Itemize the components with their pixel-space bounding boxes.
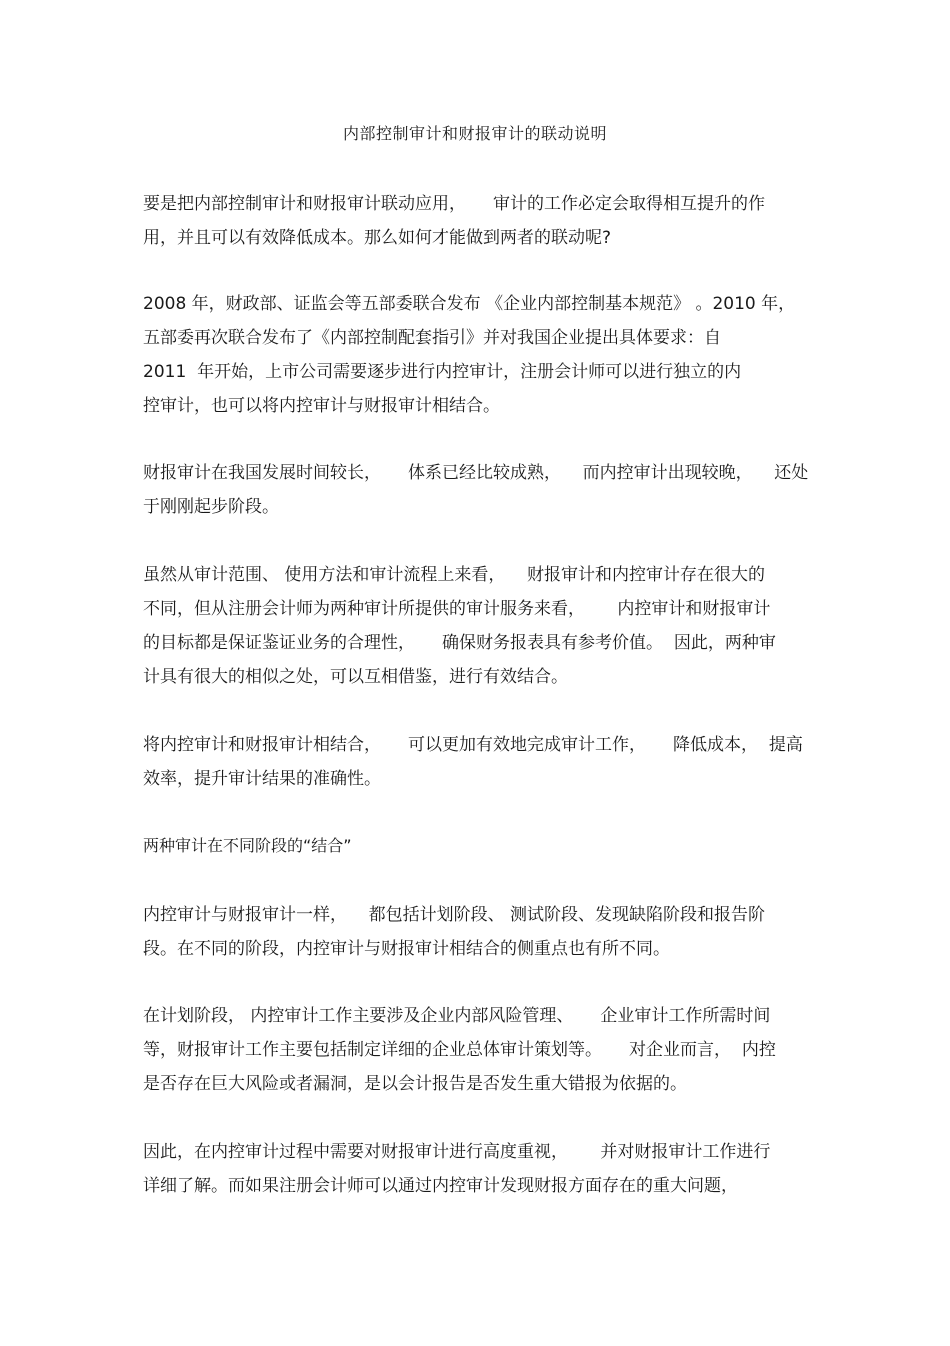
paragraph-4-line-1: 虽然从审计范围、 使用方法和审计流程上来看， 财报审计和内控审计存在很大的	[143, 565, 766, 585]
paragraph-8-line-2: 等，财报审计工作主要包括制定详细的企业总体审计策划等。 对企业而言， 内控	[143, 1040, 776, 1060]
section-heading: 两种审计在不同阶段的“结合”	[143, 836, 352, 855]
paragraph-8-line-1: 在计划阶段， 内控审计工作主要涉及企业内部风险管理、 企业审计工作所需时间	[143, 1006, 771, 1026]
paragraph-4-line-2: 不同，但从注册会计师为两种审计所提供的审计服务来看， 内控审计和财报审计	[143, 599, 771, 619]
document-title: 内部控制审计和财报审计的联动说明	[342, 124, 607, 143]
paragraph-1-line-1: 要是把内部控制审计和财报审计联动应用， 审计的工作必定会取得相互提升的作	[143, 194, 766, 214]
paragraph-2-line-2: 五部委再次联合发布了《内部控制配套指引》并对我国企业提出具体要求：自	[143, 328, 721, 348]
paragraph-3-line-2: 于刚刚起步阶段。	[143, 497, 279, 517]
paragraph-9-line-1: 因此，在内控审计过程中需要对财报审计进行高度重视， 并对财报审计工作进行	[143, 1142, 771, 1162]
paragraph-3-line-1: 财报审计在我国发展时间较长， 体系已经比较成熟， 而内控审计出现较晚， 还处	[143, 463, 809, 483]
paragraph-2-line-1: 2008 年，财政部、证监会等五部委联合发布 《企业内部控制基本规范》 。2010 年，	[143, 294, 796, 314]
paragraph-2-line-4: 控审计，也可以将内控审计与财报审计相结合。	[143, 396, 500, 416]
paragraph-2-line-3: 2011 年开始，上市公司需要逐步进行内控审计，注册会计师可以进行独立的内	[143, 362, 742, 382]
paragraph-1-line-2: 用，并且可以有效降低成本。那么如何才能做到两者的联动呢?	[143, 228, 612, 248]
paragraph-7-line-2: 段。在不同的阶段，内控审计与财报审计相结合的侧重点也有所不同。	[143, 939, 670, 959]
paragraph-8-line-3: 是否存在巨大风险或者漏洞，是以会计报告是否发生重大错报为依据的。	[143, 1074, 687, 1094]
paragraph-7-line-1: 内控审计与财报审计一样， 都包括计划阶段、 测试阶段、发现缺陷阶段和报告阶	[143, 905, 766, 925]
paragraph-5-line-1: 将内控审计和财报审计相结合， 可以更加有效地完成审计工作， 降低成本， 提高	[143, 735, 803, 755]
paragraph-4-line-3: 的目标都是保证鉴证业务的合理性， 确保财务报表具有参考价值。 因此，两种审	[143, 633, 776, 653]
paragraph-5-line-2: 效率，提升审计结果的准确性。	[143, 769, 381, 789]
paragraph-9-line-2: 详细了解。而如果注册会计师可以通过内控审计发现财报方面存在的重大问题，	[143, 1176, 738, 1196]
paragraph-4-line-4: 计具有很大的相似之处，可以互相借鉴，进行有效结合。	[143, 667, 568, 687]
